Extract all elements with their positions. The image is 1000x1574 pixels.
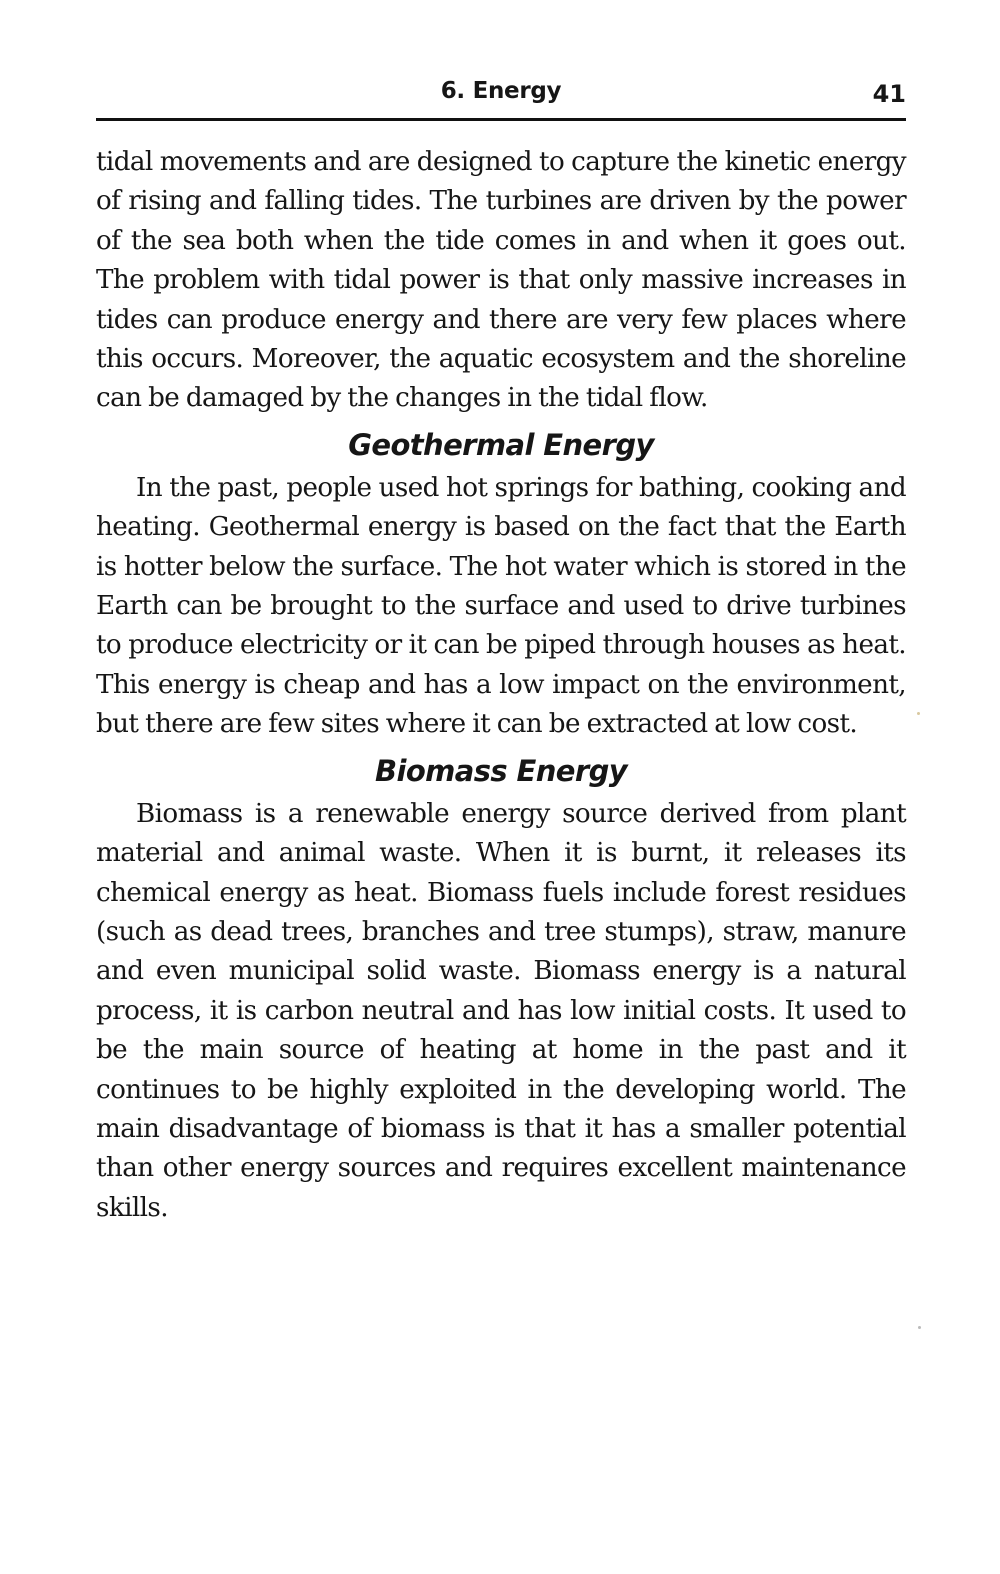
section-heading-biomass: Biomass Energy [374,753,628,788]
scan-speck [918,1326,921,1329]
chapter-title: 6. Energy [440,78,562,104]
geothermal-paragraph: In the past, people used hot springs for bathing, cooking and heating. Geothermal energy is based on the fact that the Earth is hotter below the surface. The hot water which is stored in the Earth can be brought to the surface and used to drive turbines to produce electricity or it can be piped through houses as heat. This energy is cheap and has a low impact on the environment, but there are few sites where it can be extracted at low cost. [96,472,906,740]
scan-speck [917,712,920,715]
running-header [96,74,906,121]
book-page [96,74,906,1228]
intro-paragraph: tidal movements and are designed to capture the kinetic energy of rising and falling tides. The turbines are driven by the power of the sea both when the tide comes in and when it goes out. The problem with tidal power is that only massive increases in tides can produce energy and there are very few places where this occurs. Moreover, the aquatic ecosystem and the shoreline can be damaged by the changes in the tidal flow. [96,147,906,414]
section-heading-geothermal: Geothermal Energy [348,427,654,462]
page-number: 41 [872,80,906,108]
biomass-paragraph: Biomass is a renewable energy source derived from plant material and animal waste. When it is burnt, it releases its chemical energy as heat. Biomass fuels include forest residues (such as dead trees, branches and tree stumps), straw, manure and even municipal solid waste. Biomass energy is a natural process, it is carbon neutral and has low initial costs. It used to be the main source of heating at home in the past and it continues to be highly exploited in the developing world. The main disadvantage of biomass is that it has a smaller potential than other energy sources and requires excellent maintenance skills. [96,798,906,1223]
